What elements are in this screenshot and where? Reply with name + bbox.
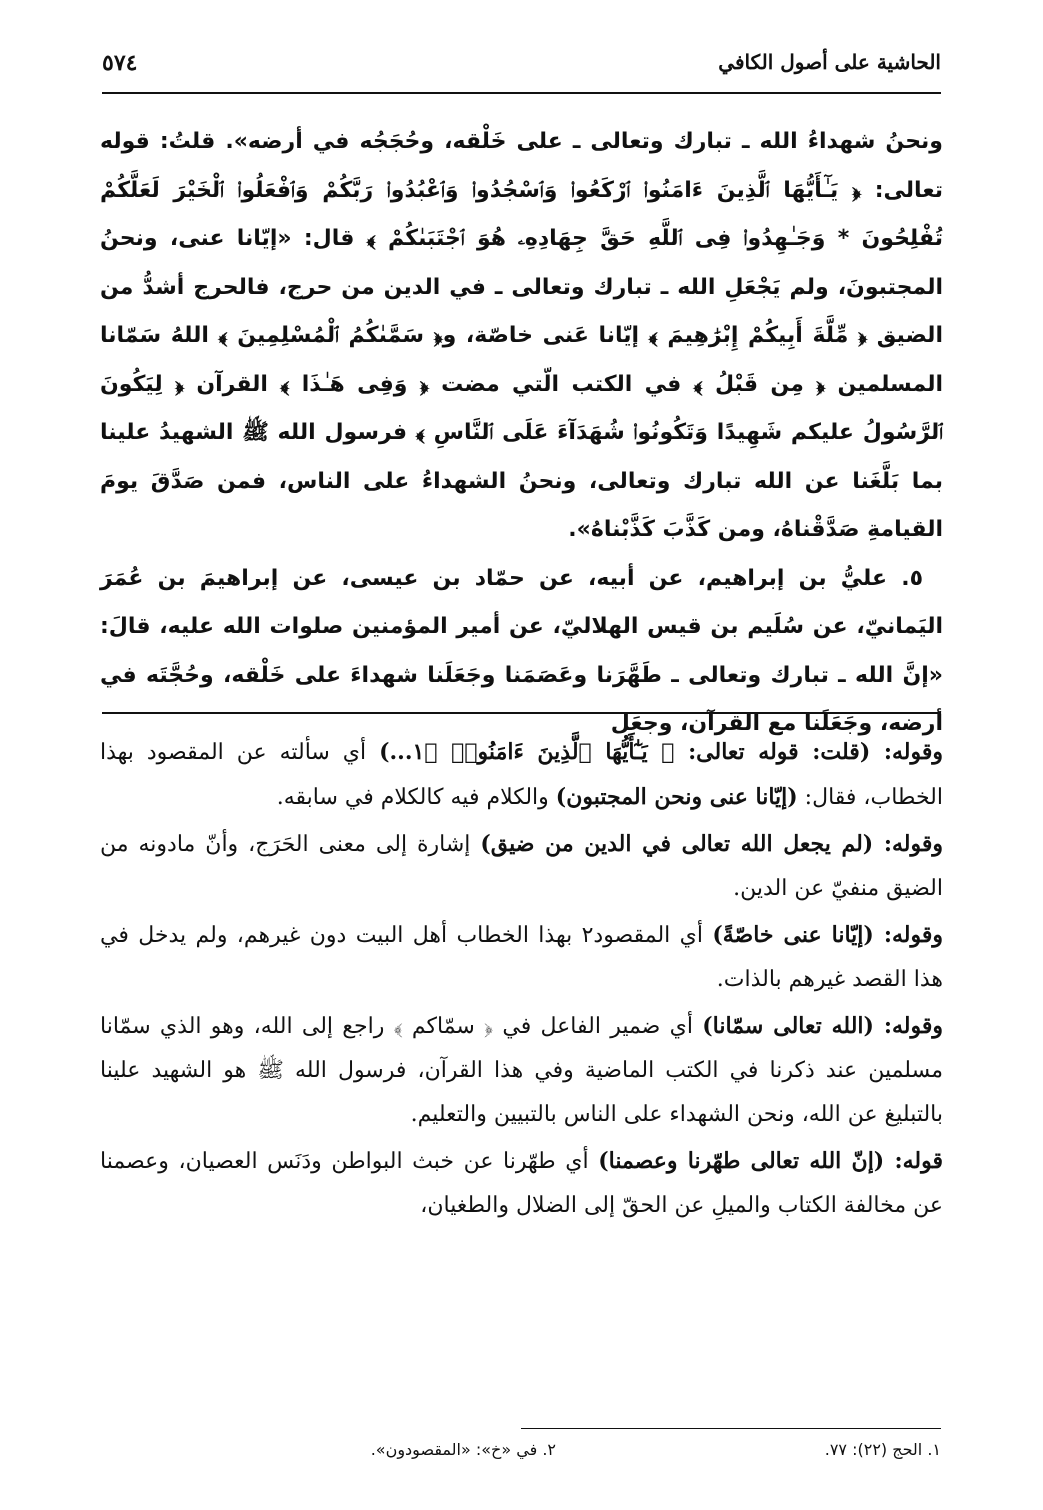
commentary-key: وقوله:: [870, 739, 943, 765]
footnote-1: ١. الحج (٢٢): ٧٧.: [824, 1440, 941, 1459]
commentary-text: أي المقصود٢ بهذا الخطاب أهل البيت دون غيرهم، ولم يدخل في هذا القصد غيرهم بالذات.: [100, 923, 943, 992]
commentary-key: وقوله:: [873, 831, 943, 857]
commentary-key: وقوله:: [873, 1013, 943, 1039]
page-number: ٥٧٤: [102, 50, 138, 76]
commentary-lemma: (إنّ الله تعالى طهّرنا وعصمنا): [598, 1148, 885, 1174]
book-title: الحاشية على أصول الكافي: [718, 50, 941, 74]
commentary-text: أي سألته عن المقصود بهذا الخطاب، فقال:: [100, 740, 943, 810]
commentary-text: والكلام فيه كالكلام في سابقه.: [276, 785, 556, 810]
commentary-lemma: (إيّانا عنى ونحن المجتبون): [555, 784, 798, 810]
commentary-lemma: (لم يجعل الله تعالى في الدين من ضيق): [480, 831, 874, 857]
commentary-lemma: (قلت: قوله تعالى: ﴿ يَـٰٓأَيُّهَا ٱلَّذِينَ ءَامَنُوا۟ ﴾١...): [379, 739, 871, 765]
commentary-text: إشارة إلى معنى الحَرَج، وأنّ مادونه من الضيق منفيّ عن الدين.: [100, 832, 943, 901]
running-header: [102, 50, 941, 90]
commentary-item: [100, 913, 943, 1002]
commentary-item: [100, 1004, 943, 1137]
commentary-text: أي طهّرنا عن خبث البواطن ودَنَس العصيان، وعصمنا عن مخالفة الكتاب والميلِ عن الحقّ إلى الضلال والطغيان،: [100, 1149, 943, 1218]
main-text: [100, 118, 943, 749]
commentary-item: [100, 1139, 943, 1228]
commentary-item: [100, 730, 943, 820]
commentary-item: [100, 822, 943, 911]
commentary-lemma: (إيّانا عنى خاصّةً): [712, 922, 874, 948]
commentary-lemma: (الله تعالى سمّانا): [702, 1013, 874, 1039]
footnote-rule: [521, 1428, 941, 1429]
commentary: [100, 730, 943, 1230]
footnote-2: ٢. في «خ»: «المقصودون».: [370, 1440, 556, 1459]
commentary-text: أي ضمير الفاعل في ﴿ سمّاكم ﴾ راجع إلى الله، وهو الذي سمّانا مسلمين عند ذكرنا في الكتب الماضية وفي هذا القرآن، فرسول الله ﷺ هو الشهيد علينا بالتبليغ عن الله، ونحن الشهداء على الناس بالتبيين والتعليم.: [100, 1014, 943, 1127]
commentary-rule: [102, 712, 941, 714]
commentary-key: قوله:: [884, 1148, 943, 1174]
hadith-paragraph-2: ٥. عليُّ بن إبراهيم، عن أبيه، عن حمّاد بن عيسى، عن إبراهيمَ بن عُمَرَ اليَمانيّ، عن سُلَيم بن قيس الهلاليّ، عن أمير المؤمنين صلوات الله عليه، قالَ: «إنَّ الله ـ تبارك وتعالى ـ طَهَّرَنا وعَصَمَنا وجَعَلَنا شهداءَ على خَلْقه، وحُجَّتَه في أرضه، وجَعَلَنا مع القرآن، وجعَل: [100, 565, 943, 736]
commentary-key: وقوله:: [873, 922, 943, 948]
header-rule: [102, 92, 941, 94]
hadith-paragraph-1: ونحنُ شهداءُ الله ـ تبارك وتعالى ـ على خَلْقه، وحُجَجُه في أرضه». قلتُ: قوله تعالى: ﴿ يَـٰٓأَيُّهَا ٱلَّذِينَ ءَامَنُوا۟ ٱرْكَعُوا۟ وَٱسْجُدُوا۟ وَٱعْبُدُوا۟ رَبَّكُمْ وَٱفْعَلُوا۟ ٱلْخَيْرَ لَعَلَّكُمْ تُفْلِحُونَ * وَجَـٰهِدُوا۟ فِى ٱللَّهِ حَقَّ جِهَادِهِۦ هُوَ ٱجْتَبَىٰكُمْ ﴾ قال: «إيّانا عنى، ونحنُ المجتبونَ، ولم يَجْعَلِ الله ـ تبارك وتعالى ـ في الدين من حرج، فالحرج أشدُّ من الضيق ﴿ مِّلَّةَ أَبِيكُمْ إِبْرَٰهِيمَ ﴾ إيّانا عَنى خاصّة، و﴿ سَمَّىٰكُمُ ٱلْمُسْلِمِينَ ﴾ اللهُ سَمّانا المسلمين ﴿ مِن قَبْلُ ﴾ في الكتب الّتي مضت ﴿ وَفِى هَـٰذَا ﴾ القرآن ﴿ لِيَكُونَ ٱلرَّسُولُ عليكم شَهِيدًا وَتَكُونُوا۟ شُهَدَآءَ عَلَى ٱلنَّاسِ ﴾ فرسول الله ﷺ الشهيدُ علينا بما بَلَّغَنا عن الله تبارك وتعالى، ونحنُ الشهداءُ على الناس، فمن صَدَّقَ يومَ القيامةِ صَدَّقْناهُ، ومن كَذَّبَ كَذَّبْناهُ».: [100, 129, 943, 542]
footnotes: [102, 1440, 941, 1470]
